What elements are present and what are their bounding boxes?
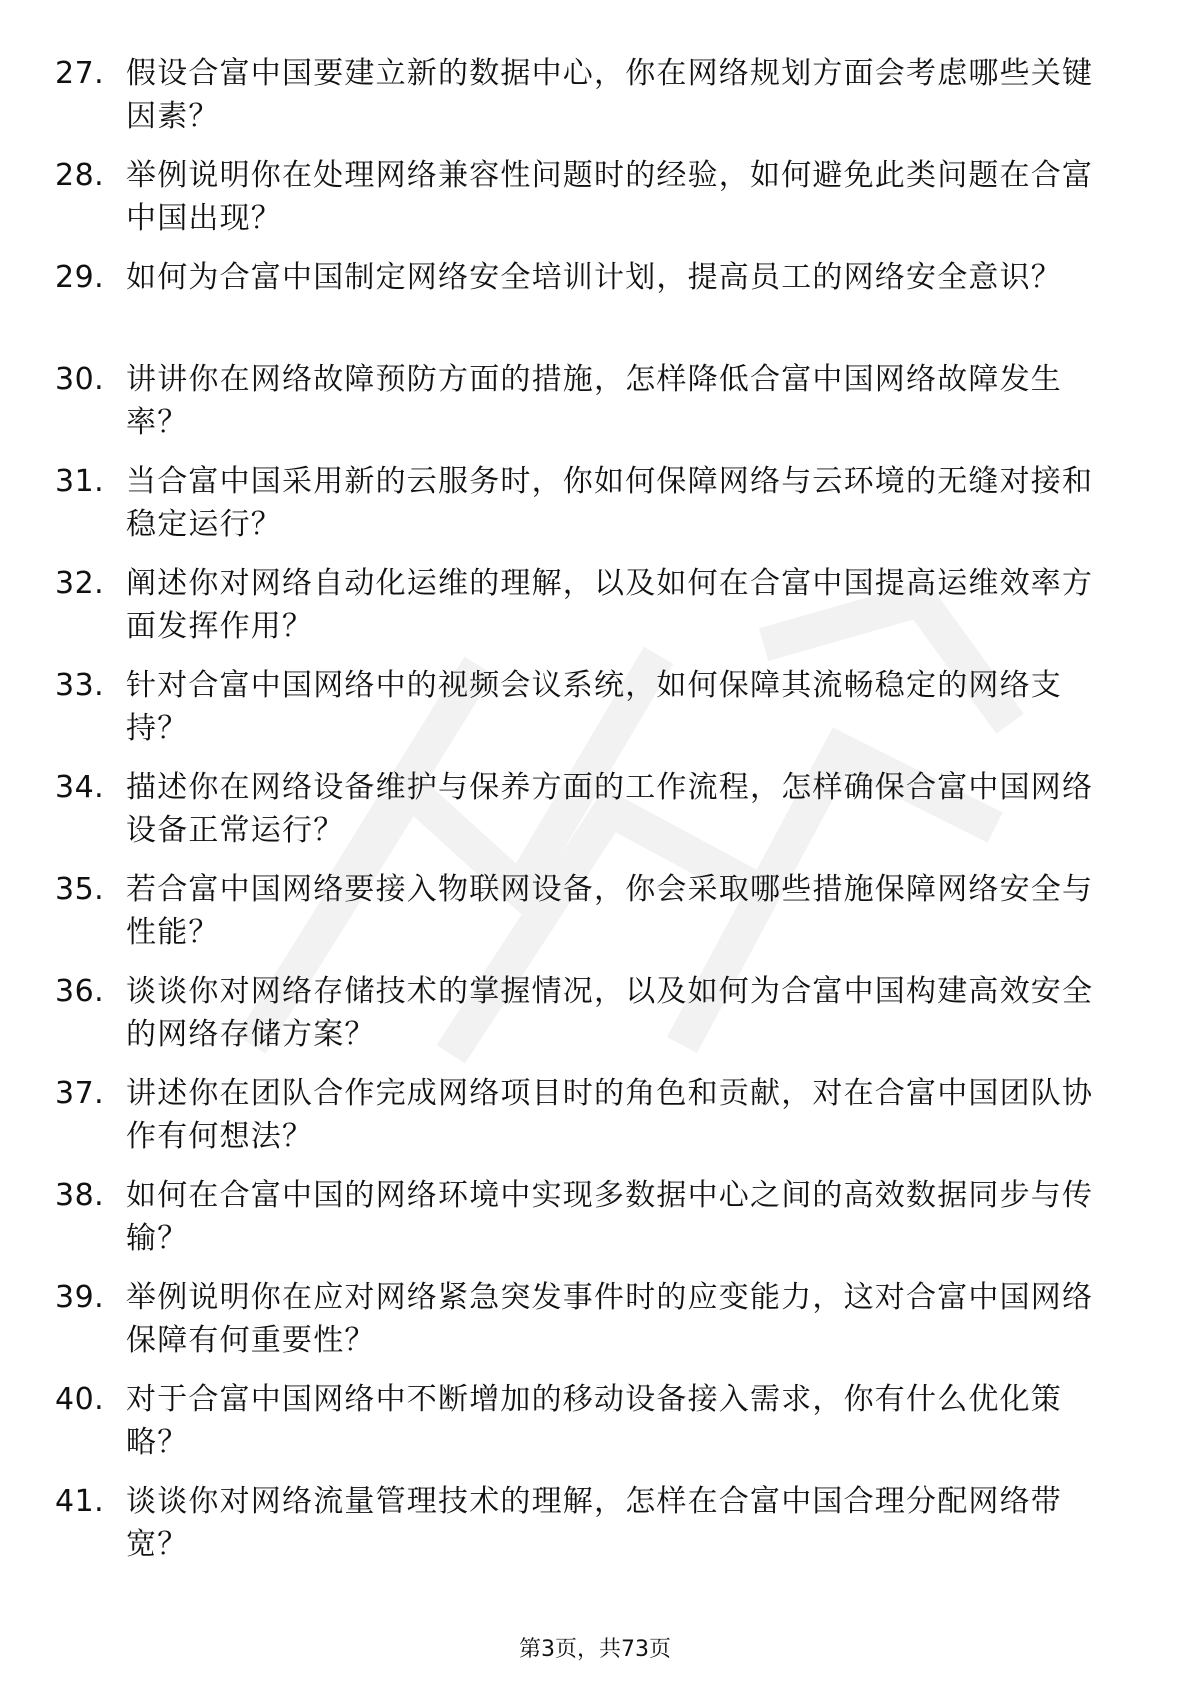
question-item [0, 664, 1190, 766]
question-text: 讲述你在团队合作完成网络项目时的角色和贡献，对在合富中国团队协作有何想法？ [126, 1076, 1094, 1154]
question-number: 35. [55, 872, 105, 907]
question-number: 32. [55, 566, 105, 601]
question-number: 41. [55, 1484, 105, 1519]
question-text: 举例说明你在处理网络兼容性问题时的经验，如何避免此类问题在合富中国出现？ [126, 158, 1094, 236]
question-number: 36. [55, 974, 105, 1009]
question-number: 30. [55, 362, 105, 397]
question-text: 谈谈你对网络流量管理技术的理解，怎样在合富中国合理分配网络带宽？ [126, 1484, 1062, 1562]
question-number: 31. [55, 464, 105, 499]
question-number: 37. [55, 1076, 105, 1111]
question-item [0, 358, 1190, 460]
question-text: 如何为合富中国制定网络安全培训计划，提高员工的网络安全意识？ [126, 260, 1062, 295]
question-number: 28. [55, 158, 105, 193]
question-text: 阐述你对网络自动化运维的理解，以及如何在合富中国提高运维效率方面发挥作用？ [126, 566, 1094, 644]
question-list [0, 52, 1190, 1582]
question-text: 描述你在网络设备维护与保养方面的工作流程，怎样确保合富中国网络设备正常运行？ [126, 770, 1094, 848]
question-item [0, 868, 1190, 970]
question-item [0, 52, 1190, 154]
question-item [0, 1480, 1190, 1582]
question-text: 假设合富中国要建立新的数据中心，你在网络规划方面会考虑哪些关键因素？ [126, 56, 1094, 134]
question-item [0, 766, 1190, 868]
question-item [0, 1378, 1190, 1480]
question-number: 33. [55, 668, 105, 703]
question-item [0, 256, 1190, 358]
question-text: 如何在合富中国的网络环境中实现多数据中心之间的高效数据同步与传输？ [126, 1178, 1094, 1256]
question-text: 针对合富中国网络中的视频会议系统，如何保障其流畅稳定的网络支持？ [126, 668, 1062, 746]
question-text: 当合富中国采用新的云服务时，你如何保障网络与云环境的无缝对接和稳定运行？ [126, 464, 1094, 542]
question-item [0, 154, 1190, 256]
question-number: 34. [55, 770, 105, 805]
question-number: 27. [55, 56, 105, 91]
question-number: 39. [55, 1280, 105, 1315]
question-text: 谈谈你对网络存储技术的掌握情况，以及如何为合富中国构建高效安全的网络存储方案？ [126, 974, 1094, 1052]
question-text: 讲讲你在网络故障预防方面的措施，怎样降低合富中国网络故障发生率？ [126, 362, 1062, 440]
question-item [0, 1276, 1190, 1378]
question-text: 举例说明你在应对网络紧急突发事件时的应变能力，这对合富中国网络保障有何重要性？ [126, 1280, 1094, 1358]
page-number-label: 第3页，共73页 [519, 1637, 671, 1662]
question-item [0, 1072, 1190, 1174]
question-item [0, 1174, 1190, 1276]
question-number: 38. [55, 1178, 105, 1213]
question-item [0, 562, 1190, 664]
question-item [0, 970, 1190, 1072]
question-text: 对于合富中国网络中不断增加的移动设备接入需求，你有什么优化策略？ [126, 1382, 1062, 1460]
question-text: 若合富中国网络要接入物联网设备，你会采取哪些措施保障网络安全与性能？ [126, 872, 1094, 950]
question-number: 40. [55, 1382, 105, 1417]
page-footer [0, 1635, 1190, 1665]
question-number: 29. [55, 260, 105, 295]
question-item [0, 460, 1190, 562]
